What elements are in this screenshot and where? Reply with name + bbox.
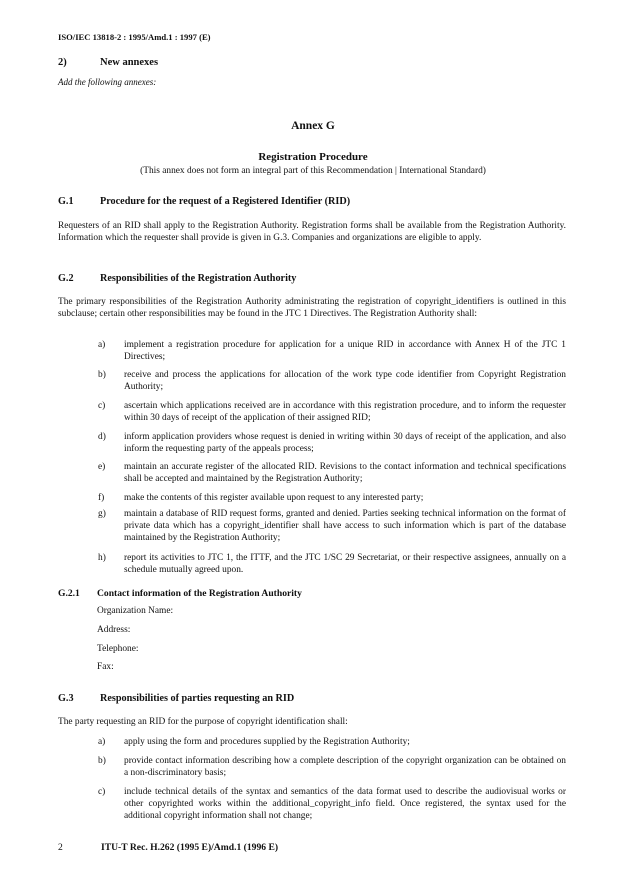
section-title-g3: Responsibilities of parties requesting an RID (100, 693, 295, 704)
list-item (98, 461, 566, 485)
footer-reference: ITU-T Rec. H.262 (1995 E)/Amd.1 (1996 E) (101, 842, 279, 853)
list-item-text: receive and process the applications for allocation of the work type code identifier from Copyright Registration Authority; (124, 370, 566, 393)
list-item-label: a) (98, 340, 106, 350)
list-item (98, 755, 566, 779)
list-item-label: d) (98, 432, 106, 442)
running-header: ISO/IEC 13818-2 : 1995/Amd.1 : 1997 (E) (58, 32, 211, 42)
list-item-label: c) (98, 787, 106, 797)
list-item (98, 508, 566, 544)
contact-field-fax: Fax: (97, 662, 114, 672)
section-intro-g3: The party requesting an RID for the purpose of copyright identification shall: (58, 717, 348, 727)
list-item-text: make the contents of this register available upon request to any interested party; (124, 493, 424, 503)
list-item-text: maintain a database of RID request forms, granted and denied. Parties seeking technical information on the format of private data which has a copyright_identifier shall have access to such information which is part of the database maintained by the Registration Authority; (124, 509, 566, 544)
list-item-text: ascertain which applications received are in accordance with this registration procedure, and to inform the requester within 30 days of receipt of the application of their assigned RID; (124, 401, 566, 424)
list-item (98, 736, 566, 748)
contact-field-address: Address: (97, 625, 131, 635)
list-item (98, 786, 566, 822)
list-item (98, 552, 566, 576)
list-item (98, 492, 566, 504)
section-title-g1: Procedure for the request of a Registered Identifier (RID) (100, 196, 351, 207)
section-number-g2: G.2 (58, 273, 74, 284)
contact-field-telephone: Telephone: (97, 644, 139, 654)
list-item-text: maintain an accurate register of the allocated RID. Revisions to the contact information and technical specifications shall be accepted and maintained by the Registration Authority; (124, 462, 566, 485)
contact-field-organization: Organization Name: (97, 606, 174, 616)
section-title-g21: Contact information of the Registration Authority (97, 588, 302, 599)
list-item-label: f) (98, 493, 105, 503)
list-item-label: e) (98, 462, 106, 472)
amendment-number: 2) (58, 57, 67, 68)
list-item (98, 369, 566, 393)
page-number: 2 (58, 842, 63, 853)
list-item-label: b) (98, 756, 106, 766)
list-item-label: h) (98, 553, 106, 563)
list-item-label: g) (98, 509, 106, 519)
annex-title: Registration Procedure (258, 151, 368, 163)
annex-note: (This annex does not form an integral part of this Recommendation | International Standard) (140, 166, 486, 176)
list-item-text: implement a registration procedure for application for a unique RID in accordance with Annex H of the JTC 1 Directives; (124, 340, 566, 363)
section-number-g3: G.3 (58, 693, 74, 704)
section-number-g21: G.2.1 (58, 588, 80, 599)
list-item-text: provide contact information describing how a complete description of the copyright organization can be obtained on a non-discriminatory basis; (124, 756, 566, 779)
section-intro-g2: The primary responsibilities of the Registration Authority administrating the registration of copyright_identifiers is outlined in this subclause; certain other responsibilities may be found in the JTC 1 Directives. The Registration Authority shall: (58, 297, 566, 320)
section-title-g2: Responsibilities of the Registration Authority (100, 273, 297, 284)
list-item (98, 339, 566, 363)
section-body-g1: Requesters of an RID shall apply to the Registration Authority. Registration forms shall be available from the Registration Authority. Information which the requester shall provide is given in G.3. Companies and organizations are eligible to apply. (58, 221, 566, 244)
list-item-label: c) (98, 401, 106, 411)
list-item-label: a) (98, 737, 106, 747)
list-item-text: report its activities to JTC 1, the ITTF, and the JTC 1/SC 29 Secretariat, or their respective assignees, annually on a schedule mutually agreed upon. (124, 553, 566, 576)
list-item (98, 400, 566, 424)
annex-heading: Annex G (291, 120, 335, 132)
list-item-text: inform application providers whose request is denied in writing within 30 days of receipt of the application, and also inform the requesting party of the appeals process; (124, 432, 566, 455)
amendment-title: New annexes (100, 57, 159, 68)
list-item-text: include technical details of the syntax and semantics of the data format used to describe the audiovisual works or other copyrighted works within the additional_copyright_info field. Once registered, the syntax used for the additional copyright information shall not change; (124, 787, 566, 822)
list-item-label: b) (98, 370, 106, 380)
amendment-instruction: Add the following annexes: (58, 77, 157, 87)
list-item-text: apply using the form and procedures supplied by the Registration Authority; (124, 737, 410, 747)
list-item (98, 431, 566, 455)
section-number-g1: G.1 (58, 196, 74, 207)
